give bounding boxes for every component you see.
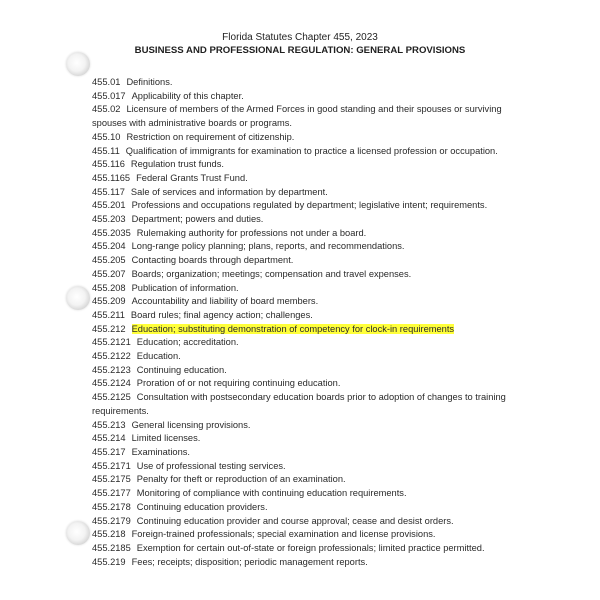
punch-hole xyxy=(66,286,90,310)
toc-entry-455-2121 xyxy=(92,336,512,350)
toc-entry-455-217 xyxy=(92,446,512,460)
section-number: 455.205 xyxy=(92,255,126,266)
section-title: Continuing education provider and course approval; cease and desist orders. xyxy=(136,515,454,526)
section-number: 455.208 xyxy=(92,282,126,293)
toc-entry-455-2175 xyxy=(92,473,512,487)
toc-entry-455-10 xyxy=(92,131,512,145)
section-title: Publication of information. xyxy=(131,282,239,293)
toc-entry-455-218 xyxy=(92,528,512,542)
section-title: Foreign-trained professionals; special examination and license provisions. xyxy=(131,529,436,540)
section-title: Rulemaking authority for professions not under a board. xyxy=(136,227,367,238)
section-title: Sale of services and information by department. xyxy=(130,186,328,197)
toc-entry-455-1165 xyxy=(92,172,512,186)
section-number: 455.2124 xyxy=(92,378,131,389)
toc-entry-455-201 xyxy=(92,199,512,213)
section-number: 455.218 xyxy=(92,529,126,540)
toc-entry-455-211 xyxy=(92,309,512,323)
section-title: Federal Grants Trust Fund. xyxy=(136,172,248,183)
section-title: Exemption for certain out-of-state or foreign professionals; limited practice permitted. xyxy=(136,542,485,553)
section-number: 455.212 xyxy=(92,323,126,334)
toc-entry-455-213 xyxy=(92,419,512,433)
section-number: 455.02 xyxy=(92,104,121,115)
toc-entry-455-017 xyxy=(92,90,512,104)
section-number: 455.10 xyxy=(92,131,121,142)
toc-entry-455-2177 xyxy=(92,487,512,501)
toc-entry-455-2179 xyxy=(92,515,512,529)
toc-entry-455-2125 xyxy=(92,391,512,418)
toc-entry-455-117 xyxy=(92,186,512,200)
toc-entry-455-2171 xyxy=(92,460,512,474)
toc-entry-455-203 xyxy=(92,213,512,227)
section-number: 455.207 xyxy=(92,268,126,279)
toc-entry-455-2122 xyxy=(92,350,512,364)
section-title: Long-range policy planning; plans, reports, and recommendations. xyxy=(131,241,405,252)
section-number: 455.203 xyxy=(92,214,126,225)
section-title: Regulation trust funds. xyxy=(130,159,224,170)
section-title: Professions and occupations regulated by department; legislative intent; requirements. xyxy=(131,200,488,211)
section-title: Education. xyxy=(136,351,181,362)
toc-entry-455-208 xyxy=(92,282,512,296)
section-number: 455.1165 xyxy=(92,172,131,183)
section-number: 455.2122 xyxy=(92,351,131,362)
section-number: 455.217 xyxy=(92,446,126,457)
section-title: Monitoring of compliance with continuing education requirements. xyxy=(136,488,407,499)
section-number: 455.2171 xyxy=(92,460,131,471)
section-number: 455.211 xyxy=(92,309,125,320)
section-number: 455.204 xyxy=(92,241,126,252)
section-number: 455.214 xyxy=(92,433,126,444)
toc-entry-455-214 xyxy=(92,432,512,446)
document-title: Florida Statutes Chapter 455, 2023 xyxy=(222,32,378,43)
section-title: Fees; receipts; disposition; periodic management reports. xyxy=(131,556,368,567)
section-number: 455.219 xyxy=(92,556,126,567)
toc-entry-455-204 xyxy=(92,240,512,254)
section-number: 455.201 xyxy=(92,200,126,211)
section-number: 455.2121 xyxy=(92,337,131,348)
toc-entry-455-207 xyxy=(92,268,512,282)
section-title: Consultation with postsecondary education boards prior to adoption of changes to training requirements. xyxy=(92,392,506,416)
toc-entry-455-2178 xyxy=(92,501,512,515)
section-title: Department; powers and duties. xyxy=(131,214,264,225)
section-title: Definitions. xyxy=(126,77,173,87)
section-number: 455.116 xyxy=(92,159,125,170)
section-title: Penalty for theft or reproduction of an examination. xyxy=(136,474,346,485)
section-number: 455.01 xyxy=(92,77,121,87)
section-number: 455.2035 xyxy=(92,227,131,238)
section-title: Continuing education. xyxy=(136,364,227,375)
section-number: 455.2125 xyxy=(92,392,131,403)
section-number: 455.209 xyxy=(92,296,126,307)
section-number: 455.2123 xyxy=(92,364,131,375)
toc-entry-455-212 xyxy=(92,323,512,337)
section-number: 455.2175 xyxy=(92,474,131,485)
section-number: 455.017 xyxy=(92,90,126,101)
section-number: 455.2177 xyxy=(92,488,131,499)
section-title: Applicability of this chapter. xyxy=(131,90,244,101)
section-number: 455.2185 xyxy=(92,542,131,553)
section-number: 455.213 xyxy=(92,419,126,430)
document-subtitle: BUSINESS AND PROFESSIONAL REGULATION: GENERAL PROVISIONS xyxy=(134,45,466,56)
toc-entry-455-2123 xyxy=(92,364,512,378)
section-title: Board rules; final agency action; challenges. xyxy=(130,309,313,320)
section-title: Accountability and liability of board members. xyxy=(131,296,319,307)
section-number: 455.2178 xyxy=(92,501,131,512)
section-title: Education; accreditation. xyxy=(136,337,239,348)
toc-entry-455-116 xyxy=(92,158,512,172)
section-title: Licensure of members of the Armed Forces in good standing and their spouses or surviving spouses with administrative boards or programs. xyxy=(92,104,502,129)
section-title: Use of professional testing services. xyxy=(136,460,286,471)
section-title: Boards; organization; meetings; compensation and travel expenses. xyxy=(131,268,412,279)
table-of-contents xyxy=(92,76,512,569)
toc-entry-455-2035 xyxy=(92,227,512,241)
toc-entry-455-205 xyxy=(92,254,512,268)
punch-hole xyxy=(66,521,90,545)
section-title: Restriction on requirement of citizenship. xyxy=(126,131,295,142)
section-title: General licensing provisions. xyxy=(131,419,251,430)
section-title: Qualification of immigrants for examination to practice a licensed profession or occupation. xyxy=(125,145,498,156)
section-title: Examinations. xyxy=(131,446,191,457)
toc-entry-455-02 xyxy=(92,103,512,130)
highlighted-section-title: Education; substituting demonstration of competency for clock-in requirements xyxy=(131,323,455,334)
section-number: 455.11 xyxy=(92,145,120,156)
section-title: Limited licenses. xyxy=(131,433,201,444)
toc-entry-455-2124 xyxy=(92,377,512,391)
section-number: 455.117 xyxy=(92,186,125,197)
toc-entry-455-219 xyxy=(92,556,512,570)
section-title: Proration of or not requiring continuing education. xyxy=(136,378,341,389)
section-title: Contacting boards through department. xyxy=(131,255,294,266)
toc-entry-455-209 xyxy=(92,295,512,309)
toc-entry-455-11 xyxy=(92,145,512,159)
section-number: 455.2179 xyxy=(92,515,131,526)
toc-entry-455-2185 xyxy=(92,542,512,556)
section-title: Continuing education providers. xyxy=(136,501,268,512)
toc-entry-455-01 xyxy=(92,76,512,90)
